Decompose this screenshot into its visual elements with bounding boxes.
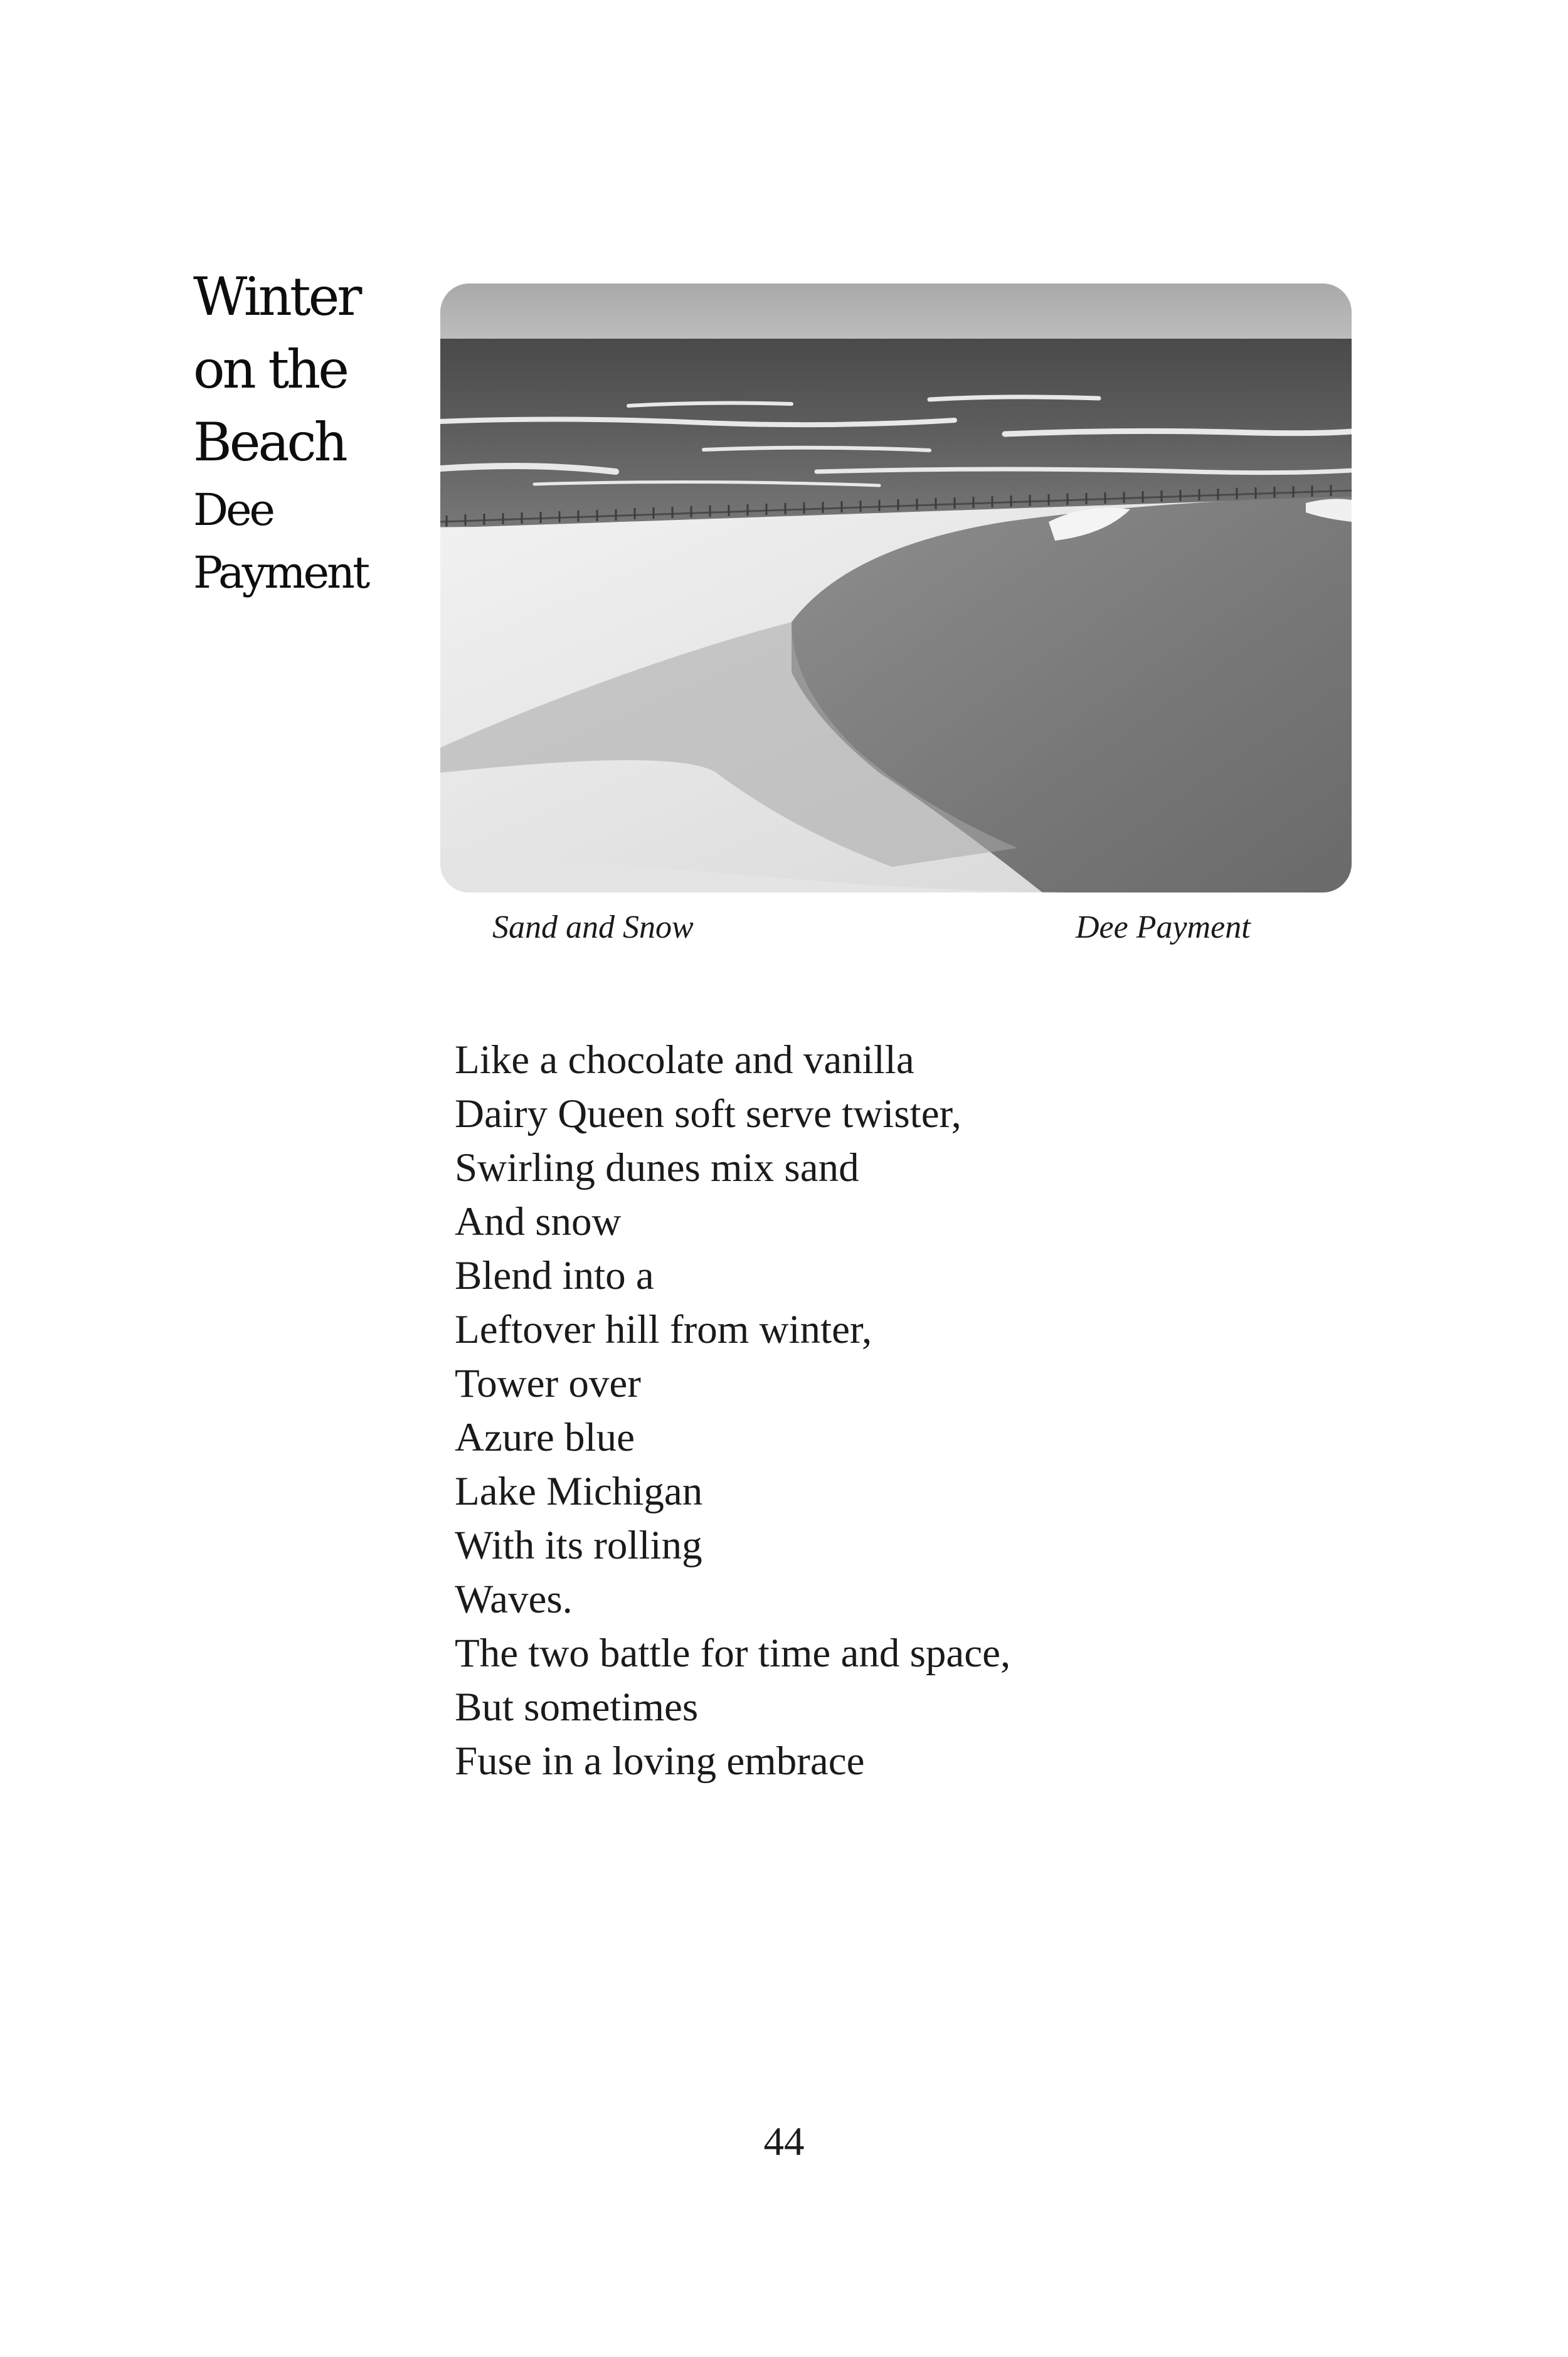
- poem-line: And snow: [455, 1199, 622, 1244]
- poem-title-line: Winter: [193, 266, 360, 327]
- poem-line: But sometimes: [455, 1685, 699, 1730]
- poem-author-line: Payment: [193, 547, 368, 598]
- poem-author-line: Dee: [193, 484, 273, 536]
- poem-line: Blend into a: [455, 1253, 654, 1298]
- photo-caption-credit: Dee Payment: [1076, 909, 1251, 945]
- poem-line: Leftover hill from winter,: [455, 1307, 872, 1352]
- poem-line: The two battle for time and space,: [455, 1631, 1011, 1676]
- poem-line: Waves.: [455, 1577, 573, 1622]
- poem-line: Tower over: [455, 1361, 641, 1406]
- poem-line: Swirling dunes mix sand: [455, 1145, 859, 1190]
- poem-title-line: Beach: [193, 411, 346, 473]
- poem-line: Lake Michigan: [455, 1469, 703, 1514]
- poem-title-block: [193, 260, 400, 604]
- poem-line: Dairy Queen soft serve twister,: [455, 1091, 961, 1136]
- beach-dunes-photo-drawing: [440, 283, 1352, 892]
- poem-line: Azure blue: [455, 1415, 635, 1460]
- poem-line: With its rolling: [455, 1523, 702, 1568]
- beach-dunes-photo: [440, 283, 1352, 892]
- photo-caption-title: Sand and Snow: [492, 909, 694, 945]
- page-number: 44: [763, 2119, 805, 2164]
- poem-line: Fuse in a loving embrace: [455, 1739, 865, 1784]
- poem-body: [455, 1033, 1270, 1788]
- poem-line: Like a chocolate and vanilla: [455, 1037, 914, 1083]
- poem-title-line: on the: [193, 339, 347, 400]
